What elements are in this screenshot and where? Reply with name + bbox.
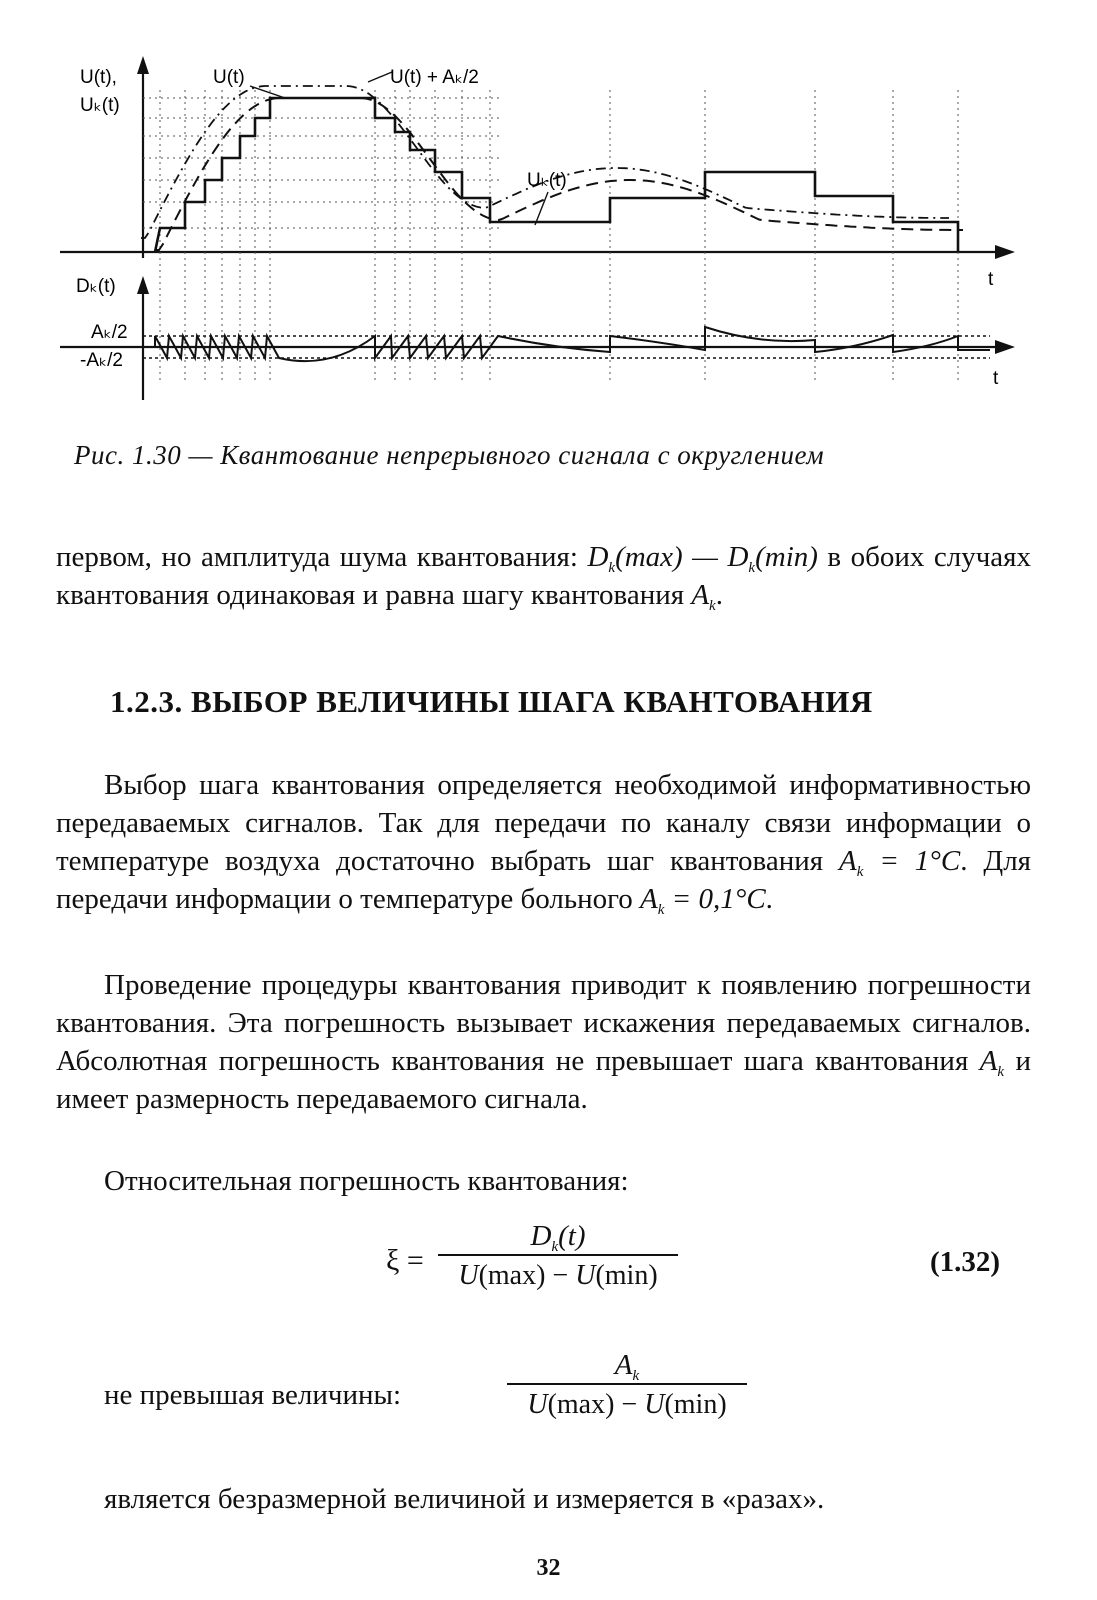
page-number: 32	[536, 1555, 561, 1581]
t-axis-bottom-arrow	[995, 340, 1015, 354]
formula-bound-denominator: U(max) − U(min)	[527, 1389, 727, 1420]
formula-bound-label: не превышая величины:	[104, 1379, 402, 1411]
paragraph-step-choice: Выбор шага квантования определяется необходимой информативностью передаваемых сигналов. Так для передачи по каналу связи информации о температуре воздуха достаточно выбрать шаг квантования $A_k = 1^\circ C$. Для передачи информации о температуре больного $A_k = 0,1^\circ C$.	[56, 769, 1032, 918]
uk-axis-label: Uₖ(t)	[80, 95, 120, 116]
t-axis-top-label: t	[988, 269, 994, 290]
formula-bound	[0, 1335, 1097, 1435]
t-axis-top-arrow	[995, 245, 1015, 259]
u-axis-arrow	[137, 56, 149, 74]
uk-curve-label: Uₖ(t)	[527, 170, 567, 191]
formula-number: (1.32)	[930, 1246, 1001, 1278]
pos-half-label: Aₖ/2	[91, 322, 128, 343]
paragraph-dimensionless: является безразмерной величиной и измеряется в «разах».	[104, 1483, 825, 1515]
formula-bound-numerator: $A_k$	[614, 1349, 640, 1384]
signal-curve-upper	[141, 86, 949, 238]
u-axis-label: U(t),	[80, 67, 117, 88]
upper-curve-label: U(t) + Aₖ/2	[390, 67, 479, 88]
paragraph-quantization-error: Проведение процедуры квантования приводит к появлению погрешности квантования. Эта погрешность вызывает искажения передаваемых сигналов. Абсолютная погрешность квантования не превышает шага квантования $A_k$ и имеет размерность передаваемого сигнала.	[56, 969, 1031, 1115]
section-heading: 1.2.3. ВЫБОР ВЕЛИЧИНЫ ШАГА КВАНТОВАНИЯ	[110, 684, 873, 719]
t-axis-bottom-label: t	[993, 368, 999, 389]
d-axis-arrow	[137, 276, 149, 294]
u-curve-label: U(t)	[213, 67, 245, 88]
formula-denominator: U(max) − U(min)	[458, 1260, 658, 1291]
dk-axis-label: Dₖ(t)	[76, 276, 116, 297]
formula-fraction	[438, 1218, 678, 1296]
label-leader-upper	[368, 72, 392, 82]
paragraph-relative-error: Относительная погрешность квантования:	[104, 1165, 629, 1197]
quantization-noise-curve	[155, 327, 990, 361]
paragraph-noise-amplitude: первом, но амплитуда шума квантования: $D_k(\max)$ — $D_k(\min)$ в обоих случаях квантования одинаковая и равна шагу квантования $A_k$.	[56, 541, 1032, 614]
neg-half-label: -Aₖ/2	[80, 350, 123, 371]
formula-1-32	[0, 1212, 1097, 1312]
formula-bound-fraction	[507, 1347, 747, 1425]
label-leader-uk	[535, 192, 548, 225]
figure-caption: Рис. 1.30 — Квантование непрерывного сигнала с округлением	[74, 440, 825, 470]
formula-numerator: $D_k(t)$	[530, 1220, 586, 1255]
quantization-figure	[0, 0, 1097, 440]
formula-lhs: ξ =	[386, 1244, 424, 1277]
